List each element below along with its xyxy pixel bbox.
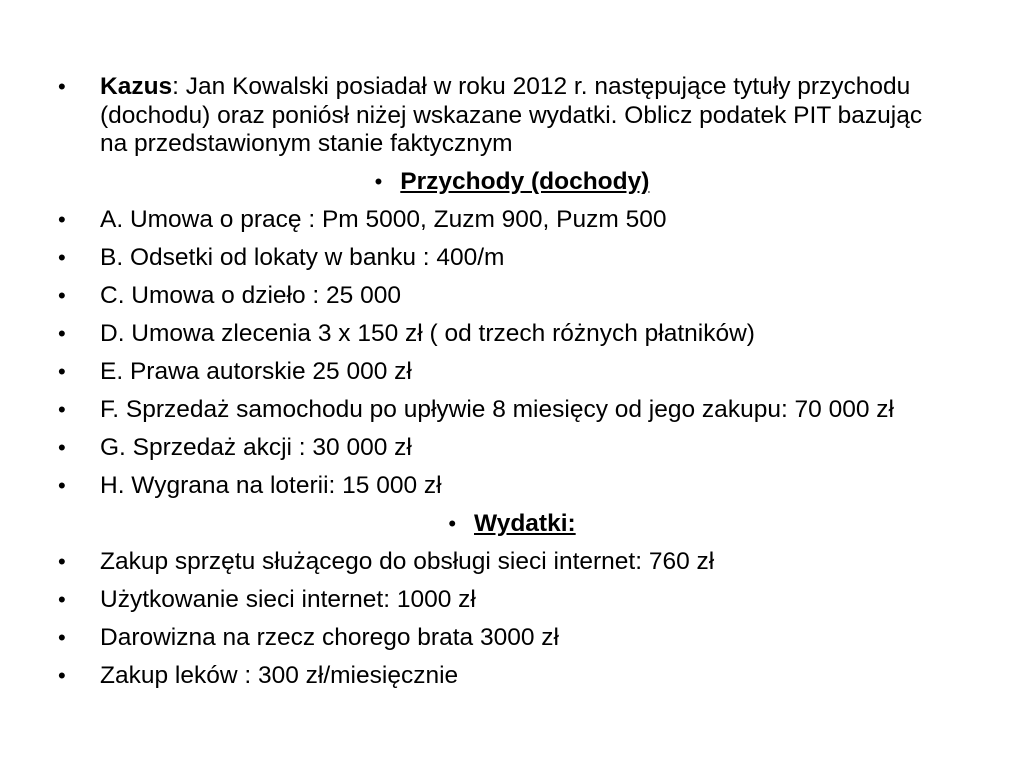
bullet-icon: • (58, 663, 66, 688)
income-item-text: F. Sprzedaż samochodu po upływie 8 miesięcy od jego zakupu: 70 000 zł (100, 396, 894, 423)
bullet-icon: • (58, 321, 66, 346)
bullet-icon: • (58, 74, 66, 99)
bullet-icon: • (58, 207, 66, 232)
bullet-icon: • (58, 283, 66, 308)
expense-item (0, 586, 1024, 615)
bullet-icon: • (58, 245, 66, 270)
expense-item-text: Użytkowanie sieci internet: 1000 zł (100, 586, 476, 613)
income-item-g (0, 434, 1024, 463)
income-item-e (0, 358, 1024, 387)
income-item-c (0, 282, 1024, 311)
bullet-list (0, 73, 1024, 700)
income-item-d (0, 320, 1024, 349)
income-item-h (0, 472, 1024, 501)
income-item-text: G. Sprzedaż akcji : 30 000 zł (100, 434, 412, 461)
bullet-icon: • (58, 397, 66, 422)
income-item-text: A. Umowa o pracę : Pm 5000, Zuzm 900, Puzm 500 (100, 206, 667, 233)
bullet-icon: • (58, 435, 66, 460)
expenses-heading (0, 510, 1024, 539)
income-item-b (0, 244, 1024, 273)
income-item-text: H. Wygrana na loterii: 15 000 zł (100, 472, 442, 499)
income-item-f (0, 396, 1024, 425)
income-heading (0, 168, 1024, 197)
bullet-icon: • (58, 587, 66, 612)
intro-item (0, 73, 1024, 159)
income-item-text: E. Prawa autorskie 25 000 zł (100, 358, 412, 385)
income-item-text: B. Odsetki od lokaty w banku : 400/m (100, 244, 505, 271)
intro-text: : Jan Kowalski posiadał w roku 2012 r. następujące tytuły przychodu (dochodu) oraz poniósł niżej wskazane wydatki. Oblicz podatek PIT bazując na przedstawionym stanie faktycznym (100, 73, 923, 157)
expense-item-text: Zakup leków : 300 zł/miesięcznie (100, 662, 459, 689)
bullet-icon: • (374, 169, 383, 194)
expense-item-text: Zakup sprzętu służącego do obsługi sieci internet: 760 zł (100, 548, 715, 575)
expense-item (0, 624, 1024, 653)
expense-item (0, 548, 1024, 577)
income-heading-label: Przychody (dochody) (400, 168, 650, 195)
expense-item-text: Darowizna na rzecz chorego brata 3000 zł (100, 624, 559, 651)
bullet-icon: • (58, 359, 66, 384)
bullet-icon: • (58, 625, 66, 650)
income-item-text: C. Umowa o dzieło : 25 000 (100, 282, 401, 309)
bullet-icon: • (58, 473, 66, 498)
bullet-icon: • (448, 511, 457, 536)
bullet-icon: • (58, 549, 66, 574)
income-item-text: D. Umowa zlecenia 3 x 150 zł ( od trzech różnych płatników) (100, 320, 755, 347)
income-item-a (0, 206, 1024, 235)
expense-item (0, 662, 1024, 691)
kazus-label: Kazus (100, 73, 173, 100)
expenses-heading-label: Wydatki: (474, 510, 576, 537)
